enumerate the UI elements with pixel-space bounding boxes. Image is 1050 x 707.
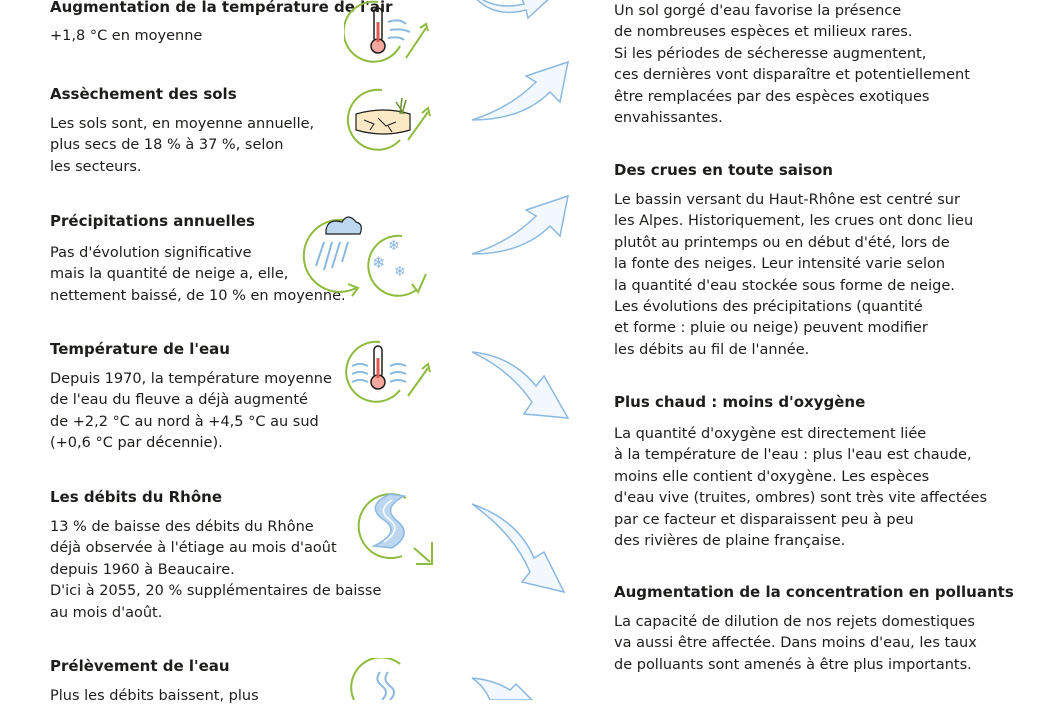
right-item-title: Augmentation de la concentration en polluants: [614, 583, 1014, 601]
right-item-title: Des crues en toute saison: [614, 161, 833, 179]
left-item-air-temperature: [50, 0, 393, 47]
river-flow-icon: [344, 486, 444, 570]
arrow-icon: [460, 0, 560, 22]
arrow-icon: [470, 346, 580, 426]
left-item-title: Précipitations annuelles: [50, 212, 255, 230]
left-item-title: Assèchement des sols: [50, 85, 237, 103]
left-item-title: Les débits du Rhône: [50, 488, 223, 506]
water-thermometer-icon: [344, 340, 434, 404]
arrow-icon: [470, 500, 580, 596]
arrow-icon: [470, 676, 550, 700]
left-item-text: Les sols sont, en moyenne annuelle, plus secs de 18 % à 37 %, selon les secteurs.: [50, 116, 315, 175]
right-item-text: La capacité de dilution de nos rejets domestiques va aussi être affectée. Dans moins d'eau, les taux de polluants sont amenés à être plus importants.: [614, 614, 977, 673]
left-item-text: Depuis 1970, la température moyenne de l'eau du fleuve a déjà augmenté de +2,2 °C au nord à +4,5 °C au sud (+0,6 °C par décennie).: [50, 371, 332, 452]
left-item-title: Température de l'eau: [50, 340, 230, 358]
left-item-water-withdrawal: [50, 656, 259, 707]
left-item-soil-drying: [50, 84, 314, 178]
arrow-icon: [470, 192, 580, 262]
left-item-text: Plus les débits baissent, plus: [50, 688, 259, 704]
right-item-oxygen: [614, 392, 987, 552]
svg-text:❄: ❄: [394, 264, 406, 280]
left-item-rhone-flows: [50, 487, 381, 624]
thermometer-wind-icon: [344, 0, 434, 68]
left-item-title: Prélèvement de l'eau: [50, 657, 230, 675]
svg-text:❄: ❄: [372, 253, 386, 272]
left-item-text: +1,8 °C en moyenne: [50, 28, 203, 44]
svg-text:❄: ❄: [388, 238, 400, 254]
right-item-text: Le bassin versant du Haut-Rhône est centré sur les Alpes. Historiquement, les crues ont donc lieu plutôt au printemps ou en début d'été, lors de la fonte des neiges. Leur intensité varie selon la quantité d'eau stockée sous forme de neige. Les évolutions des précipitations (quantité et forme : pluie ou neige) peuvent modifier les débits au fil de l'année.: [614, 192, 974, 358]
left-item-water-temperature: [50, 339, 332, 455]
water-withdrawal-icon: [344, 658, 434, 700]
right-item-floods: [614, 160, 973, 361]
dry-soil-icon: [344, 84, 434, 154]
right-item-text: La quantité d'oxygène est directement liée à la température de l'eau : plus l'eau est chaude, moins elle contient d'oxygène. Les espèces d'eau vive (truites, ombres) sont très vite affectées par ce facteur et disparaissent peu à peu des rivières de plaine française.: [614, 426, 987, 550]
rain-snow-icon: [290, 208, 440, 308]
right-item-pollutants: [614, 582, 1014, 676]
right-item-title: Plus chaud : moins d'oxygène: [614, 393, 866, 411]
left-item-text: 13 % de baisse des débits du Rhône déjà observée à l'étiage au mois d'août depuis 1960 à Beaucaire. D'ici à 2055, 20 % supplémentaires de baisse au mois d'août.: [50, 519, 382, 621]
left-item-title: Augmentation de la température de l'air: [50, 0, 393, 16]
right-item-text: Un sol gorgé d'eau favorise la présence de nombreuses espèces et milieux rares. Si les périodes de sécheresse augmentent, ces dernières vont disparaître et potentiellement être remplacées par des espèces exotiques envahissantes.: [614, 3, 970, 127]
left-item-text: Pas d'évolution significative mais la quantité de neige a, elle, nettement baissé, de 10 % en moyenne.: [50, 245, 346, 304]
right-item-wetland-species: [614, 1, 970, 129]
arrow-icon: [470, 58, 580, 128]
